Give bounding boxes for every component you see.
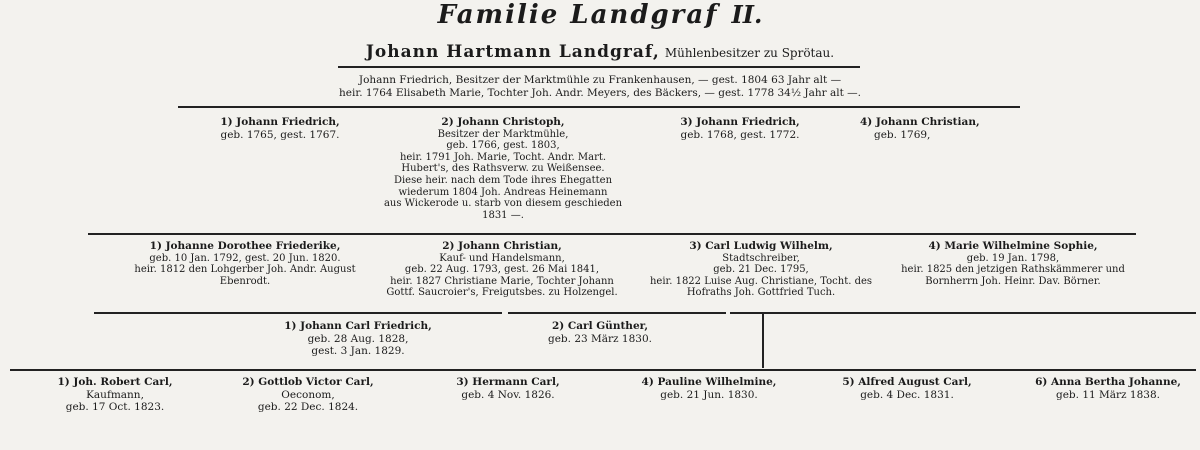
person-detail: heir. 1822 Luise Aug. Christiane, Tocht. des xyxy=(649,275,873,287)
person-name: 4) Johann Christian, xyxy=(860,116,980,128)
person-detail: geb. 1766, gest. 1803, xyxy=(446,140,560,152)
person-name: 6) Anna Bertha Johanne, xyxy=(1035,376,1181,388)
person-detail: geb. 22 Dec. 1824. xyxy=(257,401,359,414)
gen2-person-2 xyxy=(378,116,628,221)
person-detail: Diese heir. nach dem Tode ihres Ehegatten xyxy=(393,174,613,186)
person-detail: heir. 1812 den Lohgerber Joh. Andr. August xyxy=(134,264,356,276)
person-detail: geb. 4 Nov. 1826. xyxy=(461,388,555,401)
person-detail: geb. 11 März 1838. xyxy=(1056,388,1160,401)
person-detail: Besitzer der Marktmühle, xyxy=(437,128,569,140)
person-detail: aus Wickerode u. starb von diesem geschieden xyxy=(383,198,623,210)
person-detail: Stadtschreiber, xyxy=(722,252,800,264)
gen3-person-2 xyxy=(382,240,622,299)
person-name: 1) Johann Friedrich, xyxy=(220,116,340,128)
person-detail: Gottf. Saucroier's, Freigutsbes. zu Holzengel. xyxy=(386,287,618,299)
gen4a-person-2 xyxy=(500,320,700,345)
gen4a-person-1 xyxy=(238,320,478,358)
connector-line xyxy=(730,312,1196,314)
person-name: 4) Marie Wilhelmine Sophie, xyxy=(928,240,1098,252)
person-name: 5) Alfred August Carl, xyxy=(842,376,972,388)
person-detail: Kaufmann, xyxy=(86,388,144,401)
person-detail: geb. 21 Dec. 1795, xyxy=(713,264,809,276)
person-detail: gest. 3 Jan. 1829. xyxy=(311,345,405,358)
person-detail: wiederum 1804 Joh. Andreas Heinemann xyxy=(398,186,608,198)
person-name: 2) Carl Günther, xyxy=(551,320,649,332)
root-occupation: Mühlenbesitzer zu Sprötau. xyxy=(664,46,835,60)
title-text: Familie Landgraf xyxy=(437,0,719,30)
connector-line xyxy=(10,369,1196,371)
connector-line xyxy=(94,312,502,314)
connector-line xyxy=(88,233,1136,235)
person-detail: geb. 28 Aug. 1828, xyxy=(307,332,409,345)
person-detail: geb. 1769, xyxy=(874,128,931,141)
root-name: Johann Hartmann Landgraf, xyxy=(365,42,660,62)
gen1-person xyxy=(0,74,1200,99)
gen2-person-1 xyxy=(180,116,380,141)
person-detail: heir. 1791 Joh. Marie, Tocht. Andr. Mart. xyxy=(399,151,607,163)
gen3-person-3 xyxy=(636,240,886,299)
person-detail: geb. 19 Jan. 1798, xyxy=(966,252,1060,264)
person-detail: Kauf- und Handelsmann, xyxy=(439,252,565,264)
person-name: 1) Johann Carl Friedrich, xyxy=(284,320,432,332)
person-name: 2) Johann Christian, xyxy=(442,240,562,252)
person-name: 4) Pauline Wilhelmine, xyxy=(641,376,777,388)
root-person xyxy=(0,42,1200,62)
person-detail: geb. 22 Aug. 1793, gest. 26 Mai 1841, xyxy=(404,264,600,276)
gen2-person-3 xyxy=(640,116,840,141)
person-detail: Bornherrn Joh. Heinr. Dav. Börner. xyxy=(925,275,1101,287)
connector-line xyxy=(178,106,1020,108)
person-detail: geb. 1768, gest. 1772. xyxy=(680,128,800,141)
person-detail: Hofraths Joh. Gottfried Tuch. xyxy=(686,287,836,299)
connector-line xyxy=(338,66,860,68)
title-numeral: II. xyxy=(731,0,763,29)
gen4b-person-4 xyxy=(616,376,802,401)
person-detail: geb. 4 Dec. 1831. xyxy=(860,388,954,401)
gen1-line1: Johann Friedrich, Besitzer der Marktmühle zu Frankenhausen, — gest. 1804 63 Jahr alt — xyxy=(358,74,842,86)
person-detail: geb. 1765, gest. 1767. xyxy=(220,128,340,141)
connector-line xyxy=(762,312,764,368)
person-name: 3) Carl Ludwig Wilhelm, xyxy=(689,240,833,252)
gen4b-person-1 xyxy=(30,376,200,414)
gen4b-person-5 xyxy=(812,376,1002,401)
person-detail: Ebenrodt. xyxy=(219,275,271,287)
person-name: 1) Johanne Dorothee Friederike, xyxy=(149,240,341,252)
person-name: 3) Johann Friedrich, xyxy=(680,116,800,128)
person-detail: geb. 17 Oct. 1823. xyxy=(65,401,165,414)
person-detail: geb. 21 Jun. 1830. xyxy=(660,388,758,401)
person-detail: Hubert's, des Rathsverw. zu Weißensee. xyxy=(401,163,605,175)
gen2-person-4 xyxy=(860,116,1040,141)
person-detail: Oeconom, xyxy=(281,388,335,401)
person-detail: geb. 23 März 1830. xyxy=(548,332,652,345)
person-name: 2) Gottlob Victor Carl, xyxy=(242,376,374,388)
gen3-person-1 xyxy=(100,240,390,287)
gen1-line2: heir. 1764 Elisabeth Marie, Tochter Joh. Andr. Meyers, des Bäckers, — gest. 1778 34½ Jahr alt —. xyxy=(339,86,861,99)
gen3-person-4 xyxy=(888,240,1138,287)
person-detail: heir. 1825 den jetzigen Rathskämmerer und xyxy=(901,264,1125,276)
person-name: 2) Johann Christoph, xyxy=(441,116,565,128)
gen4b-person-2 xyxy=(218,376,398,414)
person-name: 3) Hermann Carl, xyxy=(456,376,560,388)
gen4b-person-3 xyxy=(428,376,588,401)
person-name: 1) Joh. Robert Carl, xyxy=(57,376,173,388)
person-detail: heir. 1827 Christiane Marie, Tochter Johann xyxy=(390,275,614,287)
connector-line xyxy=(508,312,726,314)
page-title xyxy=(0,0,1200,30)
person-detail: 1831 —. xyxy=(482,209,524,221)
person-detail: geb. 10 Jan. 1792, gest. 20 Jun. 1820. xyxy=(149,252,341,264)
gen4b-person-6 xyxy=(1018,376,1198,401)
